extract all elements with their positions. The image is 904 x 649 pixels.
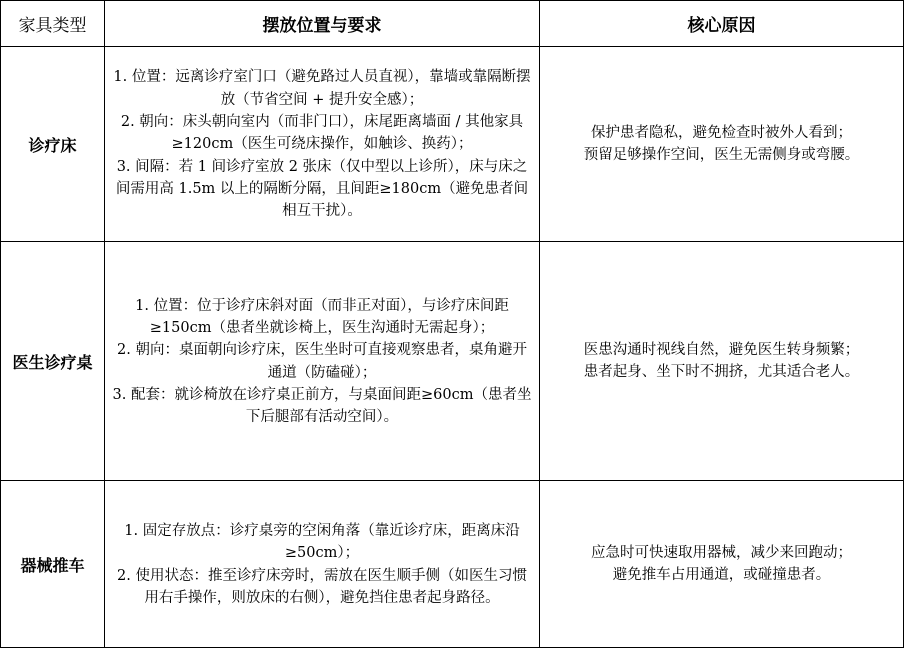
requirement-item: 2. 朝向：桌面朝向诊疗床，医生坐时可直接观察患者，桌角避开通道（防磕碰）；	[117, 342, 527, 381]
requirement-item: 1. 位置：远离诊疗室门口（避免路过人员直视），靠墙或靠隔断摆放（节省空间 + 提升安全感）；	[113, 69, 531, 108]
reason-cell	[540, 242, 904, 481]
reason-cell	[540, 481, 904, 648]
furniture-type-cell: 器械推车	[1, 481, 105, 648]
requirements-cell	[105, 242, 540, 481]
requirements-cell	[105, 47, 540, 242]
table-row	[1, 47, 904, 242]
table-row	[1, 242, 904, 481]
requirement-item: 3. 间隔：若 1 间诊疗室放 2 张床（仅中型以上诊所），床与床之间需用高 1.5m 以上的隔断分隔，且间距≥180cm（避免患者间相互干扰）。	[115, 158, 529, 220]
reason-cell	[540, 47, 904, 242]
furniture-type-cell: 诊疗床	[1, 47, 105, 242]
reason-line: 避免推车占用通道，或碰撞患者。	[612, 567, 831, 583]
header-furniture-type: 家具类型	[1, 1, 105, 47]
requirement-item: 2. 使用状态：推至诊疗床旁时，需放在医生顺手侧（如医生习惯用右手操作，则放床的右侧），避免挡住患者起身路径。	[117, 567, 527, 606]
header-placement-requirements: 摆放位置与要求	[105, 1, 540, 47]
reason-line: 医患沟通时视线自然，避免医生转身频繁；	[583, 341, 860, 358]
header-core-reason: 核心原因	[540, 1, 904, 47]
requirement-item: 2. 朝向：床头朝向室内（而非门口），床尾距离墙面 / 其他家具≥120cm（医生可绕床操作，如触诊、换药）；	[120, 114, 524, 153]
reason-line: 患者起身、坐下时不拥挤，尤其适合老人。	[583, 364, 860, 380]
reason-line: 预留足够操作空间，医生无需侧身或弯腰。	[583, 147, 860, 163]
requirement-item: 1. 固定存放点：诊疗桌旁的空闲角落（靠近诊疗床，距离床沿≥50cm）；	[124, 522, 520, 562]
furniture-type-cell: 医生诊疗桌	[1, 242, 105, 481]
table-row	[1, 481, 904, 648]
reason-line: 保护患者隐私，避免检查时被外人看到；	[591, 124, 852, 141]
requirements-cell	[105, 481, 540, 648]
requirement-item: 1. 位置：位于诊疗床斜对面（而非正对面），与诊疗床间距≥150cm（患者坐就诊椅上，医生沟通时无需起身）；	[135, 297, 509, 336]
header-row	[1, 1, 904, 47]
requirement-item: 3. 配套：就诊椅放在诊疗桌正前方，与桌面间距≥60cm（患者坐下后腿部有活动空间）。	[112, 386, 532, 426]
reason-line: 应急时可快速取用器械，减少来回跑动；	[591, 544, 852, 561]
